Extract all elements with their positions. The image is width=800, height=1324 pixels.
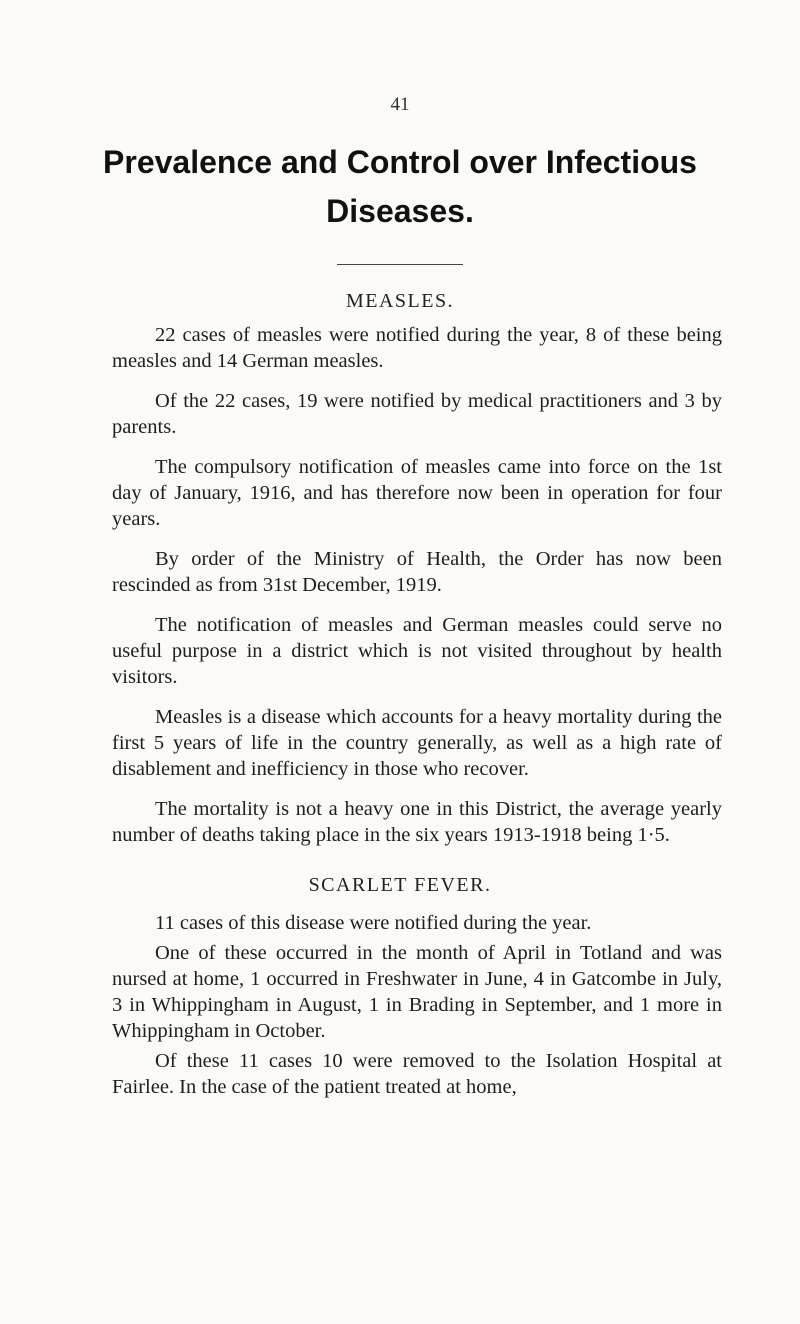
measles-paragraph: The compulsory notification of measles came into force on the 1st day of January, 1916, and has therefore now been in operation for four years. bbox=[112, 456, 722, 530]
scarlet-fever-paragraph: 11 cases of this disease were notified during the year. bbox=[155, 912, 592, 934]
scarlet-fever-section bbox=[112, 910, 722, 1104]
measles-paragraph: Of the 22 cases, 19 were notified by medical practitioners and 3 by parents. bbox=[112, 390, 722, 438]
page-title: Prevalence and Control over Infectious Diseases. bbox=[103, 144, 697, 229]
scarlet-fever-paragraph: Of these 11 cases 10 were removed to the Isolation Hospital at Fairlee. In the case of the patient treated at home, bbox=[112, 1050, 722, 1098]
measles-section bbox=[112, 322, 722, 862]
measles-paragraph: Measles is a disease which accounts for a heavy mortality during the first 5 years of life in the country generally, as well as a high rate of disablement and inefficiency in those who recover. bbox=[112, 706, 722, 780]
page-number: 41 bbox=[390, 94, 410, 115]
section-heading-scarlet-fever: SCARLET FEVER. bbox=[308, 874, 492, 896]
measles-paragraph: The mortality is not a heavy one in this District, the average yearly number of deaths taking place in the six years 1913-1918 being 1·5. bbox=[112, 798, 722, 846]
measles-paragraph: 22 cases of measles were notified during the year, 8 of these being measles and 14 German measles. bbox=[112, 324, 722, 372]
scarlet-fever-paragraph: One of these occurred in the month of April in Totland and was nursed at home, 1 occurred in Freshwater in June, 4 in Gatcombe in July, 3 in Whippingham in August, 1 in Brading in September, and 1 more in Whippingham in October. bbox=[112, 942, 722, 1042]
title-divider bbox=[337, 264, 463, 265]
measles-paragraph: The notification of measles and German measles could serve no useful purpose in a district which is not visited throughout by health visitors. bbox=[112, 614, 722, 688]
measles-paragraph: By order of the Ministry of Health, the Order has now been rescinded as from 31st December, 1919. bbox=[112, 548, 722, 596]
section-heading-measles: MEASLES. bbox=[345, 290, 455, 312]
